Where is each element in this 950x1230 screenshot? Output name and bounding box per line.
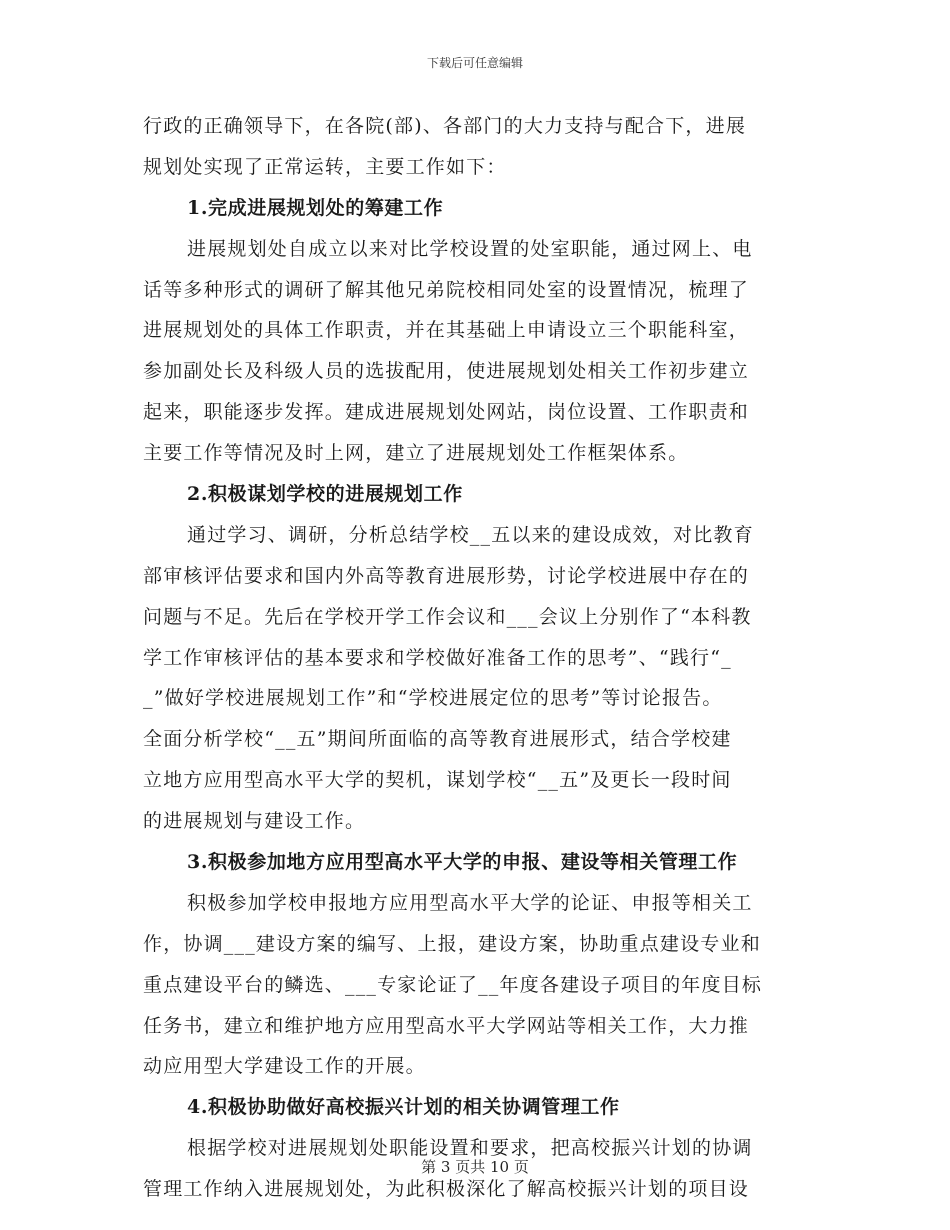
section-heading: 3.积极参加地方应用型高水平大学的申报、建设等相关管理工作 bbox=[187, 851, 738, 874]
paragraph-line: 问题与不足。先后在学校开学工作会议和___会议上分别作了“本科教 bbox=[143, 605, 752, 628]
document-body bbox=[143, 106, 807, 1210]
paragraph-line: 通过学习、调研，分析总结学校__五以来的建设成效，对比教育 bbox=[187, 523, 754, 546]
paragraph-line: 部审核评估要求和国内外高等教育进展形势，讨论学校进展中存在的 bbox=[143, 564, 750, 587]
paragraph-line: 行政的正确领导下，在各院(部)、各部门的大力支持与配合下，进展 bbox=[143, 115, 747, 137]
paragraph-line: 根据学校对进展规划处职能设置和要求，把高校振兴计划的协调 bbox=[187, 1137, 753, 1160]
paragraph-line: 的进展规划与建设工作。 bbox=[143, 810, 366, 833]
paragraph-line: 重点建设平台的鳞选、___专家论证了__年度各建设子项目的年度目标 bbox=[143, 973, 763, 996]
section-heading: 1.完成进展规划处的筹建工作 bbox=[187, 196, 444, 219]
paragraph-line: 积极参加学校申报地方应用型高水平大学的论证、申报等相关工 bbox=[187, 891, 753, 914]
paragraph-line: 作，协调___建设方案的编写、上报，建设方案，协助重点建设专业和 bbox=[143, 932, 761, 955]
paragraph-line: 动应用型大学建设工作的开展。 bbox=[143, 1055, 426, 1078]
paragraph-line: 话等多种形式的调研了解其他兄弟院校相同处室的设置情况，梳理了 bbox=[143, 278, 750, 301]
paragraph-line: 进展规划处自成立以来对比学校设置的处室职能，通过网上、电 bbox=[187, 237, 753, 260]
page-header-note: 下载后可任意编辑 bbox=[426, 56, 523, 70]
paragraph-line: 管理工作纳入进展规划处，为此积极深化了解高校振兴计划的项目设 bbox=[143, 1178, 750, 1201]
paragraph-line: _”做好学校进展规划工作”和“学校进展定位的思考”等讨论报告。 bbox=[143, 687, 723, 710]
paragraph-line: 学工作审核评估的基本要求和学校做好准备工作的思考”、“践行“_ bbox=[143, 646, 732, 669]
section-heading: 2.积极谋划学校的进展规划工作 bbox=[187, 483, 463, 506]
page-number-footer: 第 3 页共 10 页 bbox=[421, 1158, 529, 1176]
paragraph-line: 规划处实现了正常运转，主要工作如下： bbox=[143, 155, 507, 178]
paragraph-line: 参加副处长及科级人员的选拔配用，使进展规划处相关工作初步建立 bbox=[143, 360, 750, 383]
paragraph-line: 任务书，建立和维护地方应用型高水平大学网站等相关工作，大力推 bbox=[143, 1014, 750, 1037]
paragraph-line: 全面分析学校“__五”期间所面临的高等教育进展形式，结合学校建 bbox=[143, 728, 732, 751]
section-heading: 4.积极协助做好高校振兴计划的相关协调管理工作 bbox=[187, 1096, 620, 1119]
paragraph-line: 主要工作等情况及时上网，建立了进展规划处工作框架体系。 bbox=[143, 442, 689, 465]
paragraph-line: 起来，职能逐步发挥。建成进展规划处网站，岗位设置、工作职责和 bbox=[143, 401, 750, 424]
paragraph-line: 进展规划处的具体工作职责，并在其基础上申请设立三个职能科室， bbox=[143, 319, 750, 342]
paragraph-line: 立地方应用型高水平大学的契机，谋划学校“__五”及更长一段时间 bbox=[143, 769, 732, 792]
